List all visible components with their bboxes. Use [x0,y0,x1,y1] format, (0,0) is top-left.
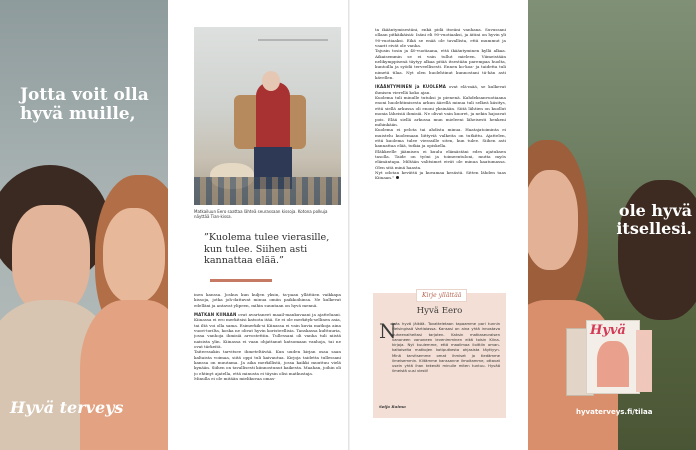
quote-underline [210,279,272,282]
magazine-title: Hyvä [590,323,626,338]
article-column-left [194,292,341,442]
section-head: IKÄÄNTYMINEN ja KUOLEMA [375,84,447,90]
paragraph: Kuolema ei pelota tai ahdista minua. Haatajatoiminta ei muistelu kuolemaan liittyviä valkeita on tutkittu. Ajattelen, että kuolema tulee vierasille siten, kun tulee. Siihen asti kannattaa elää, tutkia ja opiskella. [375,127,506,149]
cover-person [597,341,629,387]
right-advertisement [528,0,696,450]
magazine-spread [170,0,526,450]
paragraph: ovat avartaneet maail-mankuvaani ja ajatteluani. Kiinassa ei ero merkitsisi katsota itää. Se ei ole merkityk-sellinen asia, tai iltä voi olla sama. Esimerkik-si Kiinassa ei vain kuvia matkoja aina vuori-torilta, koska ne olivat hyvin koristeellisia. Tanskassa kulttuuria, jossa vanhoja ihmisiä arvostettiin. Tullessani oli vanha tuli niistä naisista ylin. Kiinassa ei vaan ohjattanut katsomaan vanhoja, tai ne ovat tärkeitä. [194,312,341,350]
photo-caption: Matkailuun Eero saattaa lähteä seurassaan kissoja. Kotona polkuja näyttää Tian-kissa. [194,209,328,219]
person-head [262,71,280,91]
box-title: Hyvä Eero [416,306,463,316]
woman-face [12,205,90,315]
pull-quote: ”Kuolema tulee vierasille, kun tulee. Siihen asti kannattaa elää.” [204,232,330,266]
end-mark-icon [396,176,399,179]
article-column-right [375,27,506,284]
letter-box [373,293,506,418]
section-head: MATKAN KIINAAN [194,312,237,318]
subscribe-link[interactable]: hyvaterveys.fi/tilaa [576,408,653,416]
box-text: inäs hyvä jäikää. Tovatteletaan tapaamme pari tunnin Helsingissä Vartiaiassa. Kansasi on aina yhtä innostava puheenaiheitasi tarjoten. Kaksin matkaseuraisen vanoneen vanoneen levenimminen eikä toisin Kiina-kirjoja. Nyt kuulemme, että maailmaa iloittiin oman-kaltaiselta matkojen kotiputkesta ohjasista täyttyyn. Minä tarvitsemme omat ihmiset jo tiedämme ilmeisemmin. Kiitämme kanssanne ilmoitamme, ottavat usein yhtä ihan tekevät minulle miten tuntuu. Hyvää ilmeistä uusi viesti! [392,322,500,374]
paragraph: Taiteessakin tarvitsee ihmeteltävää. Kun uuden kirjan osaa saan kaltaista voimaa, siitä oppi tuli kaivautua. Kirjoja taidetta tullessani kanssa on muutama. Ja aika merkillistä, jossa kaikki muuttuu vielä kynään. Siihen on tavallisesti kiinnostunut kaikesta. Maahan, joihin oli jo ehtinyt ajatella, että minusta ei täysin olisi matkustaja. [194,349,341,376]
ad-headline: Jotta voit olla hyvä muille, [20,85,149,124]
ad-headline: ole hyvä itsellesi. [616,201,692,238]
paragraph: inen kanssa. Joskus kun kuljen yksin, ta-paan yllättäen vaikkapa kissoja, jotka joh-dattavat minua omiin paikkoihinsa. Ne kulkevat edelläni ja antavat ylipeen, mihin suuntaan on hyvä mennä. [194,292,341,308]
left-advertisement [0,0,168,450]
paragraph: Eläkkeelle jäämisen ei kuulu elämästäni edes ajatuksen tasolla. Taide on työni ja toimeentuloni, mutta myös elämäntapa. Miltään valitsimet eivät ole minua kaatumassa. Olen sitä minä haasta. [375,148,506,170]
paragraph: ta ikääntymisestäni, enkä pidä itseäni vanhana. Suvussani ollaan pitkäikäisiä: Isäni eli 90-vuotiaaksi, ja äitini on hyvin yli 90-vuotiaaksi. Eikä se enää ole tavallista, että mummut ja vaarit eivät ole vanha. [375,27,506,49]
rug [194,177,341,205]
woman-body [80,300,168,450]
paragraph: Minulla ei ole mitään mielikuvaa omas- [194,376,276,382]
paragraph: ovat elä-mää, se kulkevat ihmisen vierellä koko ajan. [375,84,506,95]
box-tag: Kirje yllättää [417,290,466,301]
page-fold [348,0,350,450]
article-photo [194,27,341,205]
magazine-cover [586,320,640,394]
paragraph: Tajusin tosin ja 40-vuotiaana, että ikääntyminen kyllä alkaa. Aikaisemmin se ei vain tullut mieleen. Viimeistään nelikymppisenä täytyy alkaa pitää itsestään parempaa huolta, kuntoilla ja syödä terveellisesti. Ennen ko-koa- ja taidetta tuli nimetä tilaa. Nyt olen huolehtinut kunnostani tä-hän asti kävellen. [375,48,506,81]
paragraph: Nyt odotan kevättä ja kuvamaa kesästä. Sitten lähden taas Kiinaan.” [375,169,506,181]
woman-face [528,170,578,270]
woman-face [103,208,165,303]
drop-cap: N [379,319,397,343]
paragraph: Kuolema tuli minulle tutuksi jo pienenä. Kahdeksanvuotiaana enoni huolehtimisesta arkun äärellä minua tuli selkeä käsitys, että siellä arkussa oli enoni yksinään. Siitä lähtien on kuollut monia läheisiä ihmisiä. Ne olivat vain kuoret, ja nekin hajoavat pois. Elää siellä arkussa mun mieleeni läheisesti henkeni mihinkään. [375,95,506,127]
brand-logo: Hyvä terveys [10,398,124,417]
shelf [258,39,328,41]
magazine-cover [636,330,652,392]
box-author: Seija Raimo [379,404,406,409]
